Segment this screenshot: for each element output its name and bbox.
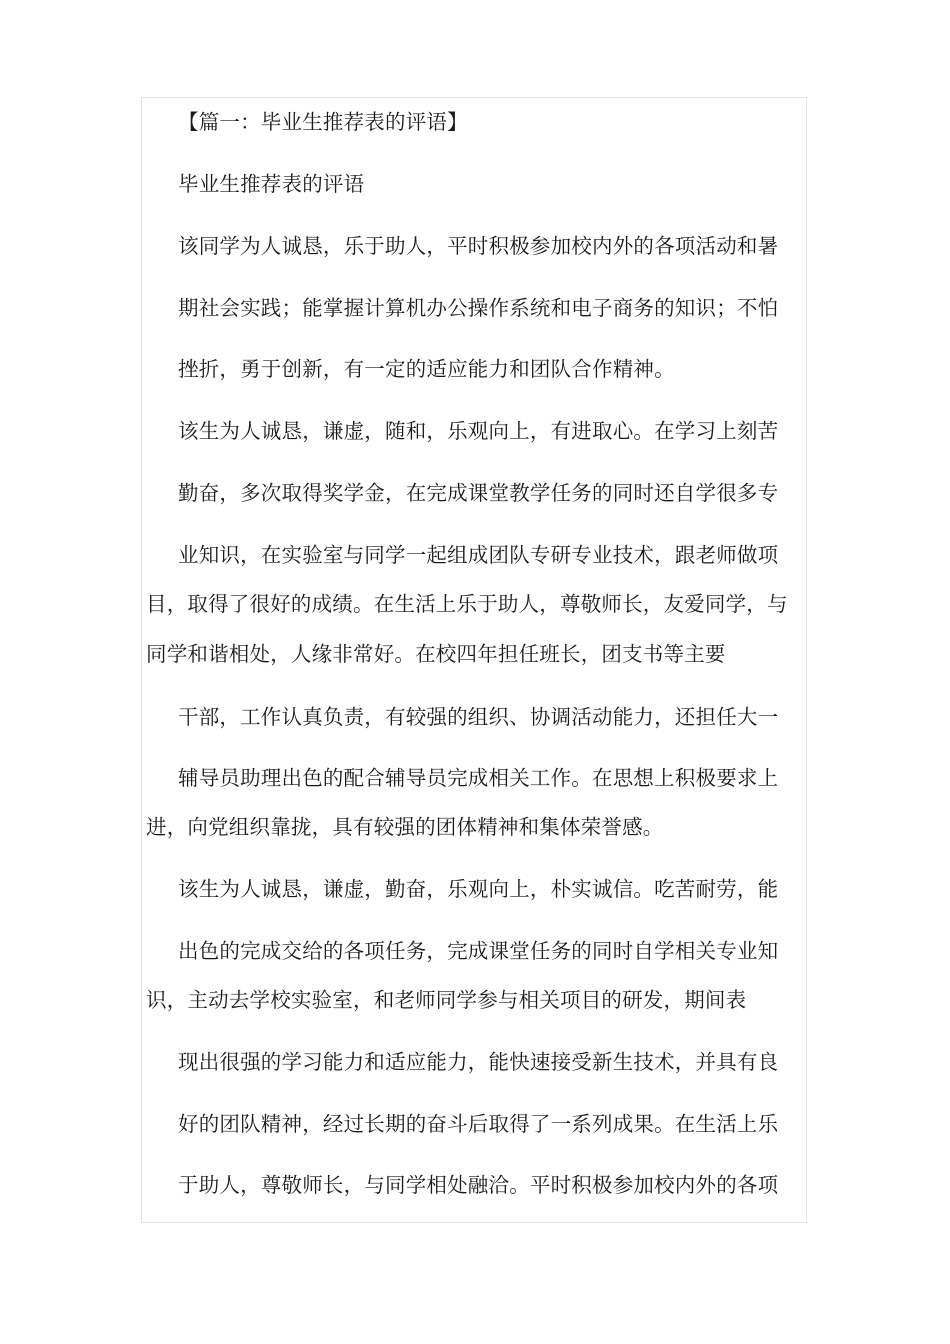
document-subtitle: 毕业生推荐表的评语 bbox=[178, 172, 365, 196]
paragraph-2-line-3: 业知识，在实验室与同学一起组成团队专研专业技术，跟老师做项 bbox=[178, 543, 779, 567]
paragraph-2-line-4: 目，取得了很好的成绩。在生活上乐于助人，尊敬师长，友爱同学，与 bbox=[146, 592, 788, 616]
paragraph-3-line-6: 于助人，尊敬师长，与同学相处融洽。平时积极参加校内外的各项 bbox=[178, 1173, 779, 1197]
paragraph-3-line-3: 识，主动去学校实验室，和老师同学参与相关项目的研发，期间表 bbox=[146, 988, 747, 1012]
paragraph-3-line-5: 好的团队精神，经过长期的奋斗后取得了一系列成果。在生活上乐 bbox=[178, 1112, 779, 1136]
paragraph-1-line-3: 挫折，勇于创新，有一定的适应能力和团队合作精神。 bbox=[178, 357, 675, 381]
paragraph-3-line-4: 现出很强的学习能力和适应能力，能快速接受新生技术，并具有良 bbox=[178, 1050, 779, 1074]
paragraph-1-line-2: 期社会实践；能掌握计算机办公操作系统和电子商务的知识；不怕 bbox=[178, 296, 779, 320]
paragraph-2-line-7: 辅导员助理出色的配合辅导员完成相关工作。在思想上积极要求上 bbox=[178, 766, 779, 790]
paragraph-2-line-8: 进，向党组织靠拢，具有较强的团体精神和集体荣誉感。 bbox=[146, 815, 664, 839]
document-heading: 【篇一：毕业生推荐表的评语】 bbox=[178, 110, 468, 134]
paragraph-1-line-1: 该同学为人诚恳，乐于助人，平时积极参加校内外的各项活动和暑 bbox=[178, 234, 779, 258]
paragraph-2-line-1: 该生为人诚恳，谦虚，随和，乐观向上，有进取心。在学习上刻苦 bbox=[178, 419, 779, 443]
paragraph-3-line-1: 该生为人诚恳，谦虚，勤奋，乐观向上，朴实诚信。吃苦耐劳，能 bbox=[178, 877, 779, 901]
paragraph-2-line-5: 同学和谐相处，人缘非常好。在校四年担任班长，团支书等主要 bbox=[146, 642, 726, 666]
paragraph-3-line-2: 出色的完成交给的各项任务，完成课堂任务的同时自学相关专业知 bbox=[178, 939, 779, 963]
paragraph-2-line-6: 干部，工作认真负责，有较强的组织、协调活动能力，还担任大一 bbox=[178, 705, 779, 729]
paragraph-2-line-2: 勤奋，多次取得奖学金，在完成课堂教学任务的同时还自学很多专 bbox=[178, 481, 779, 505]
